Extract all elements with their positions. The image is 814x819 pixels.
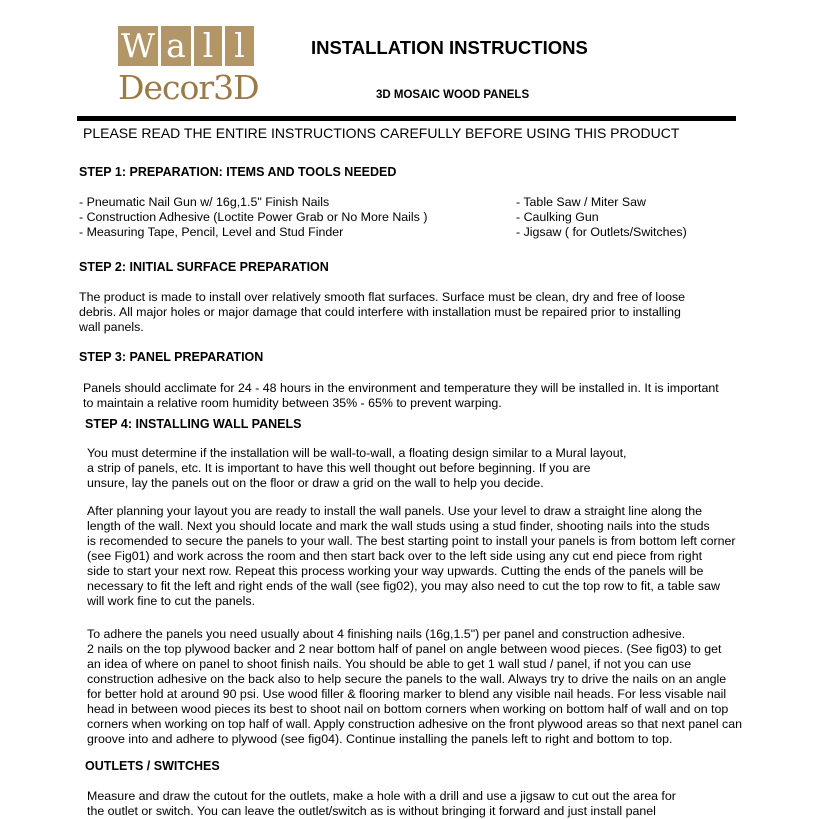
text-line: the outlet or switch. You can leave the outlet/switch as is without bringing it forward and just install panel: [87, 804, 656, 818]
text-line: an idea of where on panel to shoot finish nails. You should be able to get 1 wall stud / panel, if not you can use: [87, 657, 692, 671]
text-line: wall panels.: [79, 320, 144, 334]
text-line: to maintain a relative room humidity between 35% - 65% to prevent warping.: [83, 396, 502, 410]
page-title: INSTALLATION INSTRUCTIONS: [311, 37, 588, 58]
text-line: Panels should acclimate for 24 - 48 hours in the environment and temperature they will be installed in. It is important: [83, 381, 719, 395]
outlets-paragraph: [87, 789, 676, 819]
text-line: head in between wood pieces its best to shoot nail on bottom corners when working on bottom half of wall and on top: [87, 702, 729, 716]
text-line: To adhere the panels you need usually about 4 finishing nails (16g,1.5") per panel and construction adhesive.: [87, 627, 686, 641]
text-line: will work fine to cut the panels.: [87, 594, 256, 608]
text-line: groove into and adhere to plywood (see fig04). Continue installing the panels left to right and bottom to top.: [87, 732, 673, 746]
step3-heading: STEP 3: PANEL PREPARATION: [79, 350, 264, 364]
tool-item: - Construction Adhesive (Loctite Power Grab or No More Nails ): [79, 210, 428, 224]
text-line: debris. All major holes or major damage that could interfere with installation must be repaired prior to installing: [79, 305, 681, 319]
tool-item: - Caulking Gun: [516, 210, 599, 224]
logo-wall-tiles: [118, 26, 254, 66]
tool-item: - Jigsaw ( for Outlets/Switches): [516, 225, 687, 239]
logo-decor-text: Decor3D: [118, 68, 259, 107]
step2-paragraph: [79, 290, 685, 335]
logo-tile: l: [225, 26, 254, 66]
logo-tile: W: [118, 26, 158, 66]
step1-heading: STEP 1: PREPARATION: ITEMS AND TOOLS NEEDED: [79, 165, 397, 179]
tool-item: - Table Saw / Miter Saw: [516, 195, 646, 209]
tool-item: - Measuring Tape, Pencil, Level and Stud Finder: [79, 225, 344, 239]
text-line: Measure and draw the cutout for the outlets, make a hole with a drill and use a jigsaw to cut out the area for: [87, 789, 676, 803]
step4-heading: STEP 4: INSTALLING WALL PANELS: [85, 417, 302, 431]
text-line: 2 nails on the top plywood backer and 2 near bottom half of panel on angle between wood pieces. (See fig03) to get: [87, 642, 722, 656]
step4-paragraph-3: [87, 627, 742, 747]
text-line: corners when working on top half of wall. Apply construction adhesive on the front plywood areas so that next panel can: [87, 717, 743, 731]
brand-logo: [118, 26, 259, 108]
logo-tile: a: [161, 26, 191, 66]
logo-tile: l: [194, 26, 222, 66]
page-subtitle: 3D MOSAIC WOOD PANELS: [376, 89, 530, 101]
outlets-heading: OUTLETS / SWITCHES: [85, 759, 220, 773]
text-line: necessary to fit the left and right ends of the wall (see fig02), you may also need to cut the top row to fit, a table saw: [87, 579, 720, 593]
tool-item: - Pneumatic Nail Gun w/ 16g,1.5" Finish Nails: [79, 195, 330, 209]
text-line: length of the wall. Next you should locate and mark the wall studs using a stud finder, shooting nails into the studs: [87, 519, 710, 533]
header-divider: [77, 116, 736, 121]
step4-paragraph-2: [87, 504, 736, 609]
text-line: (see Fig01) and work across the room and then start back over to the left side using any cut end piece from right: [87, 549, 703, 563]
text-line: is recomended to secure the panels to your wall. The best starting point to install your panels is from bottom left corner: [87, 534, 736, 548]
tool-list-right: [516, 195, 687, 240]
step2-heading: STEP 2: INITIAL SURFACE PREPARATION: [79, 260, 329, 274]
text-line: You must determine if the installation will be wall-to-wall, a floating design similar to a Mural layout,: [87, 446, 627, 460]
tool-list-left: [79, 195, 427, 240]
text-line: a strip of panels, etc. It is important to have this well thought out before beginning. If you are: [87, 461, 591, 475]
text-line: unsure, lay the panels out on the floor or draw a grid on the wall to help you decide.: [87, 476, 544, 490]
text-line: construction adhesive on the back also to help secure the panels to the wall. Always try to drive the nails on an angle: [87, 672, 727, 686]
text-line: After planning your layout you are ready to install the wall panels. Use your level to draw a straight line along the: [87, 504, 703, 518]
text-line: side to start your next row. Repeat this process working your way upwards. Cutting the ends of the panels will be: [87, 564, 704, 578]
read-instructions-notice: PLEASE READ THE ENTIRE INSTRUCTIONS CAREFULLY BEFORE USING THIS PRODUCT: [83, 125, 680, 141]
text-line: The product is made to install over relatively smooth flat surfaces. Surface must be clean, dry and free of loose: [79, 290, 686, 304]
step4-paragraph-1: [87, 446, 626, 491]
text-line: for better hold at around 90 psi. Use wood filler & flooring marker to blend any visible nail heads. For less visable nail: [87, 687, 727, 701]
step3-paragraph: [83, 381, 719, 411]
